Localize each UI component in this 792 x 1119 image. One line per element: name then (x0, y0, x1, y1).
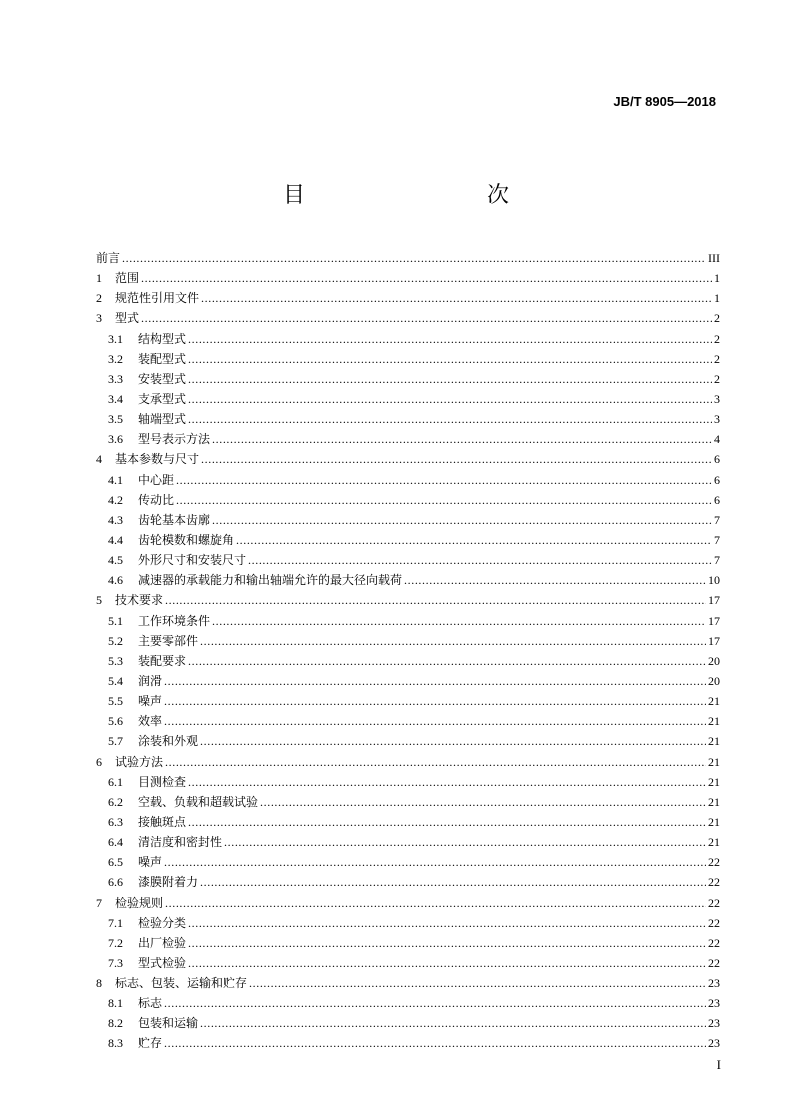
toc-entry-title: 试验方法 (115, 754, 164, 769)
toc-entry-title: 中心距 (138, 472, 175, 487)
toc-entry[interactable] (96, 349, 720, 369)
toc-leader-dots (212, 510, 712, 530)
toc-entry[interactable] (96, 490, 720, 510)
toc-entry-page: 22 (708, 955, 720, 970)
toc-leader-dots (200, 631, 706, 651)
toc-leader-dots (188, 812, 706, 832)
toc-entry[interactable] (96, 449, 720, 469)
toc-entry-number: 2 (96, 291, 102, 306)
toc-entry-number: 5.1 (108, 613, 123, 628)
toc-entry[interactable] (96, 913, 720, 933)
toc-leader-dots (200, 1013, 706, 1033)
toc-entry-page: 3 (714, 391, 720, 406)
toc-entry-title: 规范性引用文件 (115, 291, 200, 306)
toc-entry-page: 22 (708, 855, 720, 870)
toc-entry-title: 结构型式 (138, 331, 187, 346)
toc-entry-title: 齿轮基本齿廓 (138, 512, 211, 527)
toc-entry-title: 型式检验 (138, 955, 187, 970)
toc-entry-title: 检验分类 (138, 915, 187, 930)
toc-entry-page: 10 (708, 573, 720, 588)
toc-entry-title: 型号表示方法 (138, 432, 211, 447)
toc-entry-number: 8.3 (108, 1036, 123, 1051)
toc-leader-dots (165, 590, 706, 610)
toc-entry[interactable] (96, 369, 720, 389)
toc-entry-title: 润滑 (138, 673, 163, 688)
toc-entry-page: 21 (708, 814, 720, 829)
toc-entry[interactable] (96, 752, 720, 772)
toc-entry-title: 安装型式 (138, 371, 187, 386)
toc-entry-title: 传动比 (138, 492, 175, 507)
toc-leader-dots (201, 449, 712, 469)
toc-entry[interactable] (96, 872, 720, 892)
toc-entry[interactable] (96, 570, 720, 590)
toc-entry-title: 接触斑点 (138, 814, 187, 829)
toc-entry-page: III (708, 251, 720, 265)
toc-entry-number: 5.2 (108, 633, 123, 648)
toc-entry-title: 装配型式 (138, 351, 187, 366)
toc-leader-dots (165, 893, 706, 913)
toc-entry-page: 1 (714, 291, 720, 306)
toc-entry[interactable] (96, 389, 720, 409)
toc-leader-dots (201, 288, 712, 308)
toc-entry-number: 7.1 (108, 915, 123, 930)
toc-leader-dots (260, 792, 706, 812)
toc-entry-number: 4.6 (108, 573, 123, 588)
toc-entry[interactable] (96, 288, 720, 308)
toc-leader-dots (212, 429, 712, 449)
toc-entry-page: 21 (708, 754, 720, 769)
toc-entry-page: 1 (714, 271, 720, 286)
toc-leader-dots (188, 953, 706, 973)
toc-leader-dots (164, 1033, 706, 1053)
toc-entry-page: 21 (708, 774, 720, 789)
toc-entry-number: 6.4 (108, 835, 123, 850)
toc-entry-page: 22 (708, 915, 720, 930)
toc-entry-number: 3.4 (108, 391, 123, 406)
toc-entry-page: 7 (714, 553, 720, 568)
toc-leader-dots (188, 409, 712, 429)
toc-entry[interactable] (96, 651, 720, 671)
toc-entry-number: 7.2 (108, 935, 123, 950)
toc-entry-page: 7 (714, 512, 720, 527)
toc-entry-page: 6 (714, 492, 720, 507)
toc-entry-title: 范围 (115, 271, 140, 286)
toc-entry-number: 3.2 (108, 351, 123, 366)
toc-entry[interactable] (96, 852, 720, 872)
toc-entry-number: 7.3 (108, 955, 123, 970)
toc-entry-page: 17 (708, 633, 720, 648)
toc-entry-number: 6.5 (108, 855, 123, 870)
toc-entry[interactable] (96, 953, 720, 973)
toc-entry-title: 外形尺寸和安装尺寸 (138, 553, 247, 568)
toc-entry[interactable] (96, 1033, 720, 1053)
toc-entry-title: 涂装和外观 (138, 734, 199, 749)
toc-entry-number: 8 (96, 976, 102, 991)
toc-entry-title: 漆膜附着力 (138, 875, 199, 890)
toc-entry-title: 减速器的承载能力和输出轴端允许的最大径向载荷 (138, 573, 403, 588)
toc-entry[interactable] (96, 268, 720, 288)
toc-entry-page: 17 (708, 593, 720, 608)
toc-leader-dots (188, 772, 706, 792)
toc-entry-page: 21 (708, 734, 720, 749)
toc-entry-number: 3 (96, 311, 102, 326)
toc-leader-dots (224, 832, 706, 852)
toc-entry-title: 主要零部件 (138, 633, 199, 648)
toc-entry-page: 21 (708, 714, 720, 729)
toc-entry-title: 效率 (138, 714, 163, 729)
toc-entry[interactable] (96, 470, 720, 490)
toc-leader-dots (164, 852, 706, 872)
toc-entry-page: 3 (714, 412, 720, 427)
toc-leader-dots (176, 490, 712, 510)
toc-entry-page: 23 (708, 1016, 720, 1031)
toc-entry-page: 21 (708, 835, 720, 850)
table-of-contents (96, 248, 720, 1054)
page-title: 目 次 (282, 183, 555, 208)
toc-entry-number: 6.3 (108, 814, 123, 829)
toc-entry[interactable] (96, 772, 720, 792)
toc-entry[interactable] (96, 590, 720, 610)
toc-entry-title: 基本参数与尺寸 (115, 452, 200, 467)
toc-entry[interactable] (96, 530, 720, 550)
page-number: I (716, 1057, 721, 1072)
toc-entry-title: 轴端型式 (138, 412, 187, 427)
toc-entry[interactable] (96, 329, 720, 349)
toc-entry-title: 清洁度和密封性 (138, 835, 223, 850)
standard-code: JB/T 8905—2018 (613, 94, 716, 109)
toc-leader-dots (248, 550, 712, 570)
toc-entry[interactable] (96, 832, 720, 852)
toc-entry-title: 噪声 (138, 694, 163, 709)
toc-leader-dots (164, 993, 706, 1013)
toc-entry-title: 技术要求 (115, 593, 164, 608)
toc-entry[interactable] (96, 631, 720, 651)
toc-entry-page: 21 (708, 694, 720, 709)
toc-leader-dots (164, 711, 706, 731)
toc-entry-page: 2 (714, 331, 720, 346)
toc-entry-title: 标志 (138, 996, 163, 1011)
toc-entry[interactable] (96, 611, 720, 631)
toc-entry-page: 22 (708, 895, 720, 910)
toc-entry-page: 23 (708, 1036, 720, 1051)
toc-entry-number: 3.6 (108, 432, 123, 447)
toc-leader-dots (212, 611, 706, 631)
toc-entry[interactable] (96, 973, 720, 993)
toc-leader-dots (141, 268, 712, 288)
toc-entry-title: 支承型式 (138, 391, 187, 406)
toc-entry-number: 5.7 (108, 734, 123, 749)
toc-leader-dots (188, 349, 712, 369)
toc-entry[interactable] (96, 510, 720, 530)
toc-leader-dots (188, 389, 712, 409)
toc-entry-title: 空载、负载和超载试验 (138, 794, 259, 809)
toc-entry-number: 1 (96, 271, 102, 286)
toc-entry-number: 7 (96, 895, 102, 910)
toc-entry-page: 6 (714, 452, 720, 467)
toc-entry-page: 2 (714, 311, 720, 326)
toc-entry[interactable] (96, 671, 720, 691)
toc-entry-number: 4.3 (108, 512, 123, 527)
toc-entry[interactable] (96, 731, 720, 751)
toc-entry[interactable] (96, 792, 720, 812)
toc-leader-dots (200, 731, 706, 751)
toc-entry-page: 7 (714, 532, 720, 547)
toc-entry-title: 前言 (96, 251, 121, 265)
toc-entry-number: 3.1 (108, 331, 123, 346)
toc-entry-number: 4.2 (108, 492, 123, 507)
toc-entry-title: 贮存 (138, 1036, 163, 1051)
toc-entry-number: 3.5 (108, 412, 123, 427)
toc-entry-title: 工作环境条件 (138, 613, 211, 628)
toc-entry[interactable] (96, 933, 720, 953)
toc-entry-number: 6 (96, 754, 102, 769)
toc-entry[interactable] (96, 550, 720, 570)
toc-entry-title: 包装和运输 (138, 1016, 199, 1031)
toc-entry-number: 5.6 (108, 714, 123, 729)
toc-entry[interactable] (96, 248, 720, 268)
toc-leader-dots (236, 530, 712, 550)
toc-leader-dots (122, 248, 706, 268)
toc-leader-dots (404, 570, 706, 590)
toc-entry-number: 6.2 (108, 794, 123, 809)
toc-entry-page: 17 (708, 613, 720, 628)
toc-entry-page: 20 (708, 673, 720, 688)
toc-entry-title: 目测检查 (138, 774, 187, 789)
toc-entry[interactable] (96, 893, 720, 913)
toc-entry-number: 5.3 (108, 653, 123, 668)
toc-entry-number: 4.4 (108, 532, 123, 547)
toc-entry-title: 出厂检验 (138, 935, 187, 950)
toc-entry-title: 齿轮模数和螺旋角 (138, 532, 235, 547)
toc-entry[interactable] (96, 691, 720, 711)
toc-entry-number: 5.4 (108, 673, 123, 688)
toc-leader-dots (188, 913, 706, 933)
toc-entry-number: 8.2 (108, 1016, 123, 1031)
toc-entry-number: 5.5 (108, 694, 123, 709)
toc-entry-title: 标志、包装、运输和贮存 (115, 976, 248, 991)
toc-entry-number: 4.1 (108, 472, 123, 487)
toc-leader-dots (164, 691, 706, 711)
toc-entry-title: 型式 (115, 311, 140, 326)
toc-leader-dots (249, 973, 706, 993)
toc-entry-page: 23 (708, 976, 720, 991)
toc-entry[interactable] (96, 429, 720, 449)
toc-leader-dots (141, 308, 712, 328)
toc-leader-dots (176, 470, 712, 490)
toc-entry[interactable] (96, 308, 720, 328)
toc-entry[interactable] (96, 1013, 720, 1033)
toc-entry-page: 20 (708, 653, 720, 668)
toc-entry-page: 6 (714, 472, 720, 487)
toc-entry[interactable] (96, 711, 720, 731)
toc-entry-title: 装配要求 (138, 653, 187, 668)
toc-leader-dots (188, 369, 712, 389)
toc-entry-number: 4 (96, 452, 102, 467)
toc-entry-page: 23 (708, 996, 720, 1011)
toc-entry[interactable] (96, 812, 720, 832)
toc-leader-dots (165, 752, 706, 772)
toc-entry-number: 8.1 (108, 996, 123, 1011)
toc-leader-dots (164, 671, 706, 691)
toc-entry-title: 噪声 (138, 855, 163, 870)
toc-entry[interactable] (96, 993, 720, 1013)
toc-leader-dots (188, 651, 706, 671)
toc-entry-title: 检验规则 (115, 895, 164, 910)
toc-entry-number: 4.5 (108, 553, 123, 568)
toc-entry-page: 22 (708, 875, 720, 890)
toc-entry-page: 2 (714, 351, 720, 366)
toc-entry-number: 6.6 (108, 875, 123, 890)
toc-entry-page: 21 (708, 794, 720, 809)
toc-entry[interactable] (96, 409, 720, 429)
toc-leader-dots (188, 933, 706, 953)
toc-leader-dots (200, 872, 706, 892)
toc-entry-number: 6.1 (108, 774, 123, 789)
toc-entry-number: 3.3 (108, 371, 123, 386)
toc-entry-number: 5 (96, 593, 102, 608)
toc-leader-dots (188, 329, 712, 349)
toc-entry-page: 2 (714, 371, 720, 386)
toc-entry-page: 4 (714, 432, 720, 447)
toc-entry-page: 22 (708, 935, 720, 950)
